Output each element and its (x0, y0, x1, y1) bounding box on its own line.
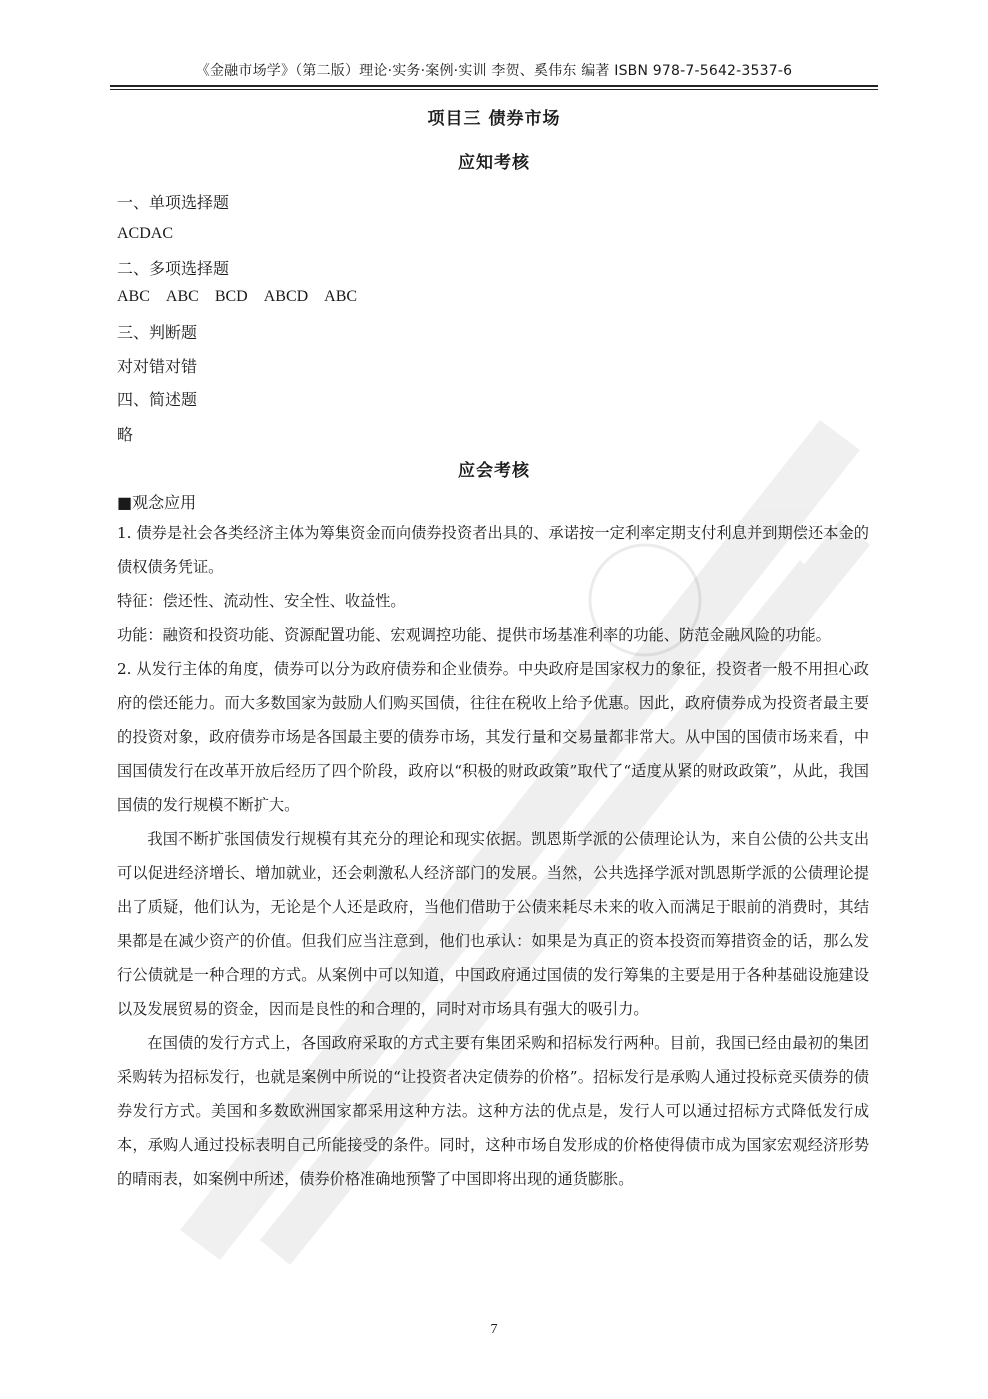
paragraph: 功能：融资和投资功能、资源配置功能、宏观调控功能、提供市场基准利率的功能、防范金融风险的功能。 (117, 626, 831, 644)
paragraph: 在国债的发行方式上，各国政府采取的方式主要有集团采购和招标发行两种。目前，我国已经由最初的集团采购转为招标发行，也就是案例中所说的“让投资者决定债券的价格”。招标发行是承购人通过投标竞买债券的债券发行方式。美国和多数欧洲国家都采用这种方法。这种方法的优点是，发行人可以通过招标方式降低发行成本，承购人通过投标表明自己所能接受的条件。同时，这种市场自发形成的价格使得债市成为国家宏观经济形势的晴雨表，如案例中所述，债券价格准确地预警了中国即将出现的通货膨胀。 (117, 1034, 869, 1188)
page-number: 7 (490, 1322, 498, 1337)
q1-answer: ACDAC (117, 225, 174, 242)
q4-heading: 四、简述题 (117, 390, 198, 409)
q2-answer: ABC (165, 288, 199, 305)
paragraph: 特征：偿还性、流动性、安全性、收益性。 (117, 592, 406, 610)
q1-heading: 一、单项选择题 (117, 193, 230, 212)
q3-heading: 三、判断题 (117, 323, 198, 342)
section-title-yinghui: 应会考核 (458, 461, 530, 481)
answer-body (117, 516, 869, 1196)
project-title: 项目三 债券市场 (427, 109, 561, 129)
paragraph: 2. 从发行主体的角度，债券可以分为政府债券和企业债券。中央政府是国家权力的象征，投资者一般不用担心政府的偿还能力。而大多数国家为鼓励人们购买国债，往往在税收上给予优惠。因此，政府债券成为投资者最主要的投资对象，政府债券市场是各国最主要的债券市场，其发行量和交易量都非常大。从中国的国债市场来看，中国国债发行在改革开放后经历了四个阶段，政府以“积极的财政政策”取代了“适度从紧的财政政策”，从此，我国国债的发行规模不断扩大。 (117, 660, 869, 814)
q4-answer: 略 (117, 425, 134, 444)
q2-answer: ABCD (263, 288, 309, 305)
paragraph: 我国不断扩张国债发行规模有其充分的理论和现实依据。凯恩斯学派的公债理论认为，来自公债的公共支出可以促进经济增长、增加就业，还会刺激私人经济部门的发展。当然，公共选择学派对凯恩斯学派的公债理论提出了质疑，他们认为，无论是个人还是政府，当他们借助于公债来耗尽未来的收入而满足于眼前的消费时，其结果都是在减少资产的价值。但我们应当注意到，他们也承认：如果是为真正的资本投资而筹措资金的话，那么发行公债就是一种合理的方式。从案例中可以知道，中国政府通过国债的发行筹集的主要是用于各种基础设施建设以及发展贸易的资金，因而是良性的和合理的，同时对市场具有强大的吸引力。 (117, 830, 869, 1018)
concept-heading: ■观念应用 (117, 493, 197, 512)
q3-answer: 对对错对错 (117, 357, 198, 376)
q2-answer: BCD (214, 288, 248, 305)
running-header: 《金融市场学》（第二版）理论·实务·案例·实训 李贺、奚伟东 编著 ISBN 978-7-5642-3537-6 (195, 63, 793, 79)
section-title-yingzhi: 应知考核 (458, 153, 530, 173)
q2-answers (117, 288, 373, 306)
header-rule (110, 85, 878, 87)
q2-answer: ABC (324, 288, 358, 305)
header-rule-thin (110, 89, 878, 90)
paragraph: 1. 债券是社会各类经济主体为筹集资金而向债券投资者出具的、承诺按一定利率定期支付利息并到期偿还本金的债权债务凭证。 (117, 524, 869, 576)
q2-answer: ABC (117, 288, 150, 305)
q2-heading: 二、多项选择题 (117, 259, 230, 278)
